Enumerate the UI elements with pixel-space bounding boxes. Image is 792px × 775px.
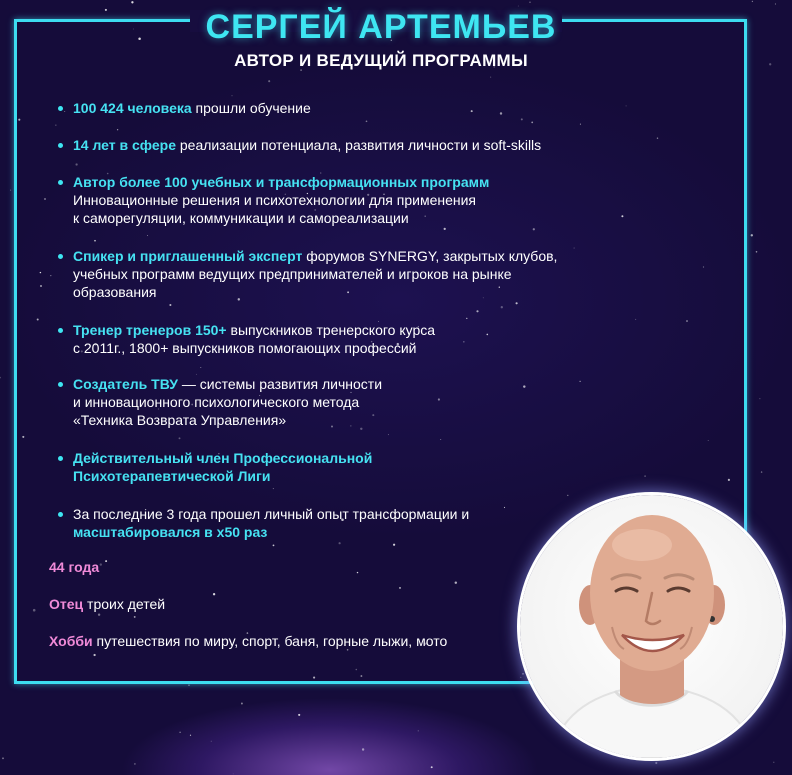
star xyxy=(134,763,136,765)
bullet-icon xyxy=(58,106,63,111)
bullet-icon xyxy=(58,512,63,517)
achievement-line xyxy=(73,99,311,117)
star xyxy=(131,1,133,3)
star xyxy=(766,692,767,693)
achievement-line xyxy=(73,136,541,154)
star xyxy=(756,251,758,253)
achievement-line xyxy=(73,505,469,523)
achievement-line xyxy=(73,393,359,411)
star xyxy=(2,757,4,759)
body-text: и инновационного психологического метода xyxy=(73,394,360,410)
star xyxy=(759,398,760,399)
page-subtitle: АВТОР И ВЕДУЩИЙ ПРОГРАММЫ xyxy=(234,51,528,70)
star xyxy=(188,684,190,686)
highlight-text: масштабировался в x50 раз xyxy=(73,524,268,540)
body-text: форумов SYNERGY, закрытых клубов, xyxy=(302,248,558,264)
body-text: с 2011г., 1800+ выпускников помогающих профессий xyxy=(73,340,417,356)
body-text: учебных программ ведущих предпринимателей и игроков на рынке xyxy=(73,266,512,282)
star xyxy=(752,1,753,2)
body-text: — системы развития личности xyxy=(177,376,383,392)
achievement-line xyxy=(73,321,435,339)
body-text: прошли обучение xyxy=(191,100,311,116)
achievement-line xyxy=(73,411,286,429)
highlight-text: Хобби xyxy=(49,633,93,649)
highlight-text: Спикер и приглашенный эксперт xyxy=(73,248,303,264)
achievement-line xyxy=(73,209,409,227)
star xyxy=(769,63,771,65)
achievement-line xyxy=(73,265,512,283)
star xyxy=(211,741,212,742)
achievement-line xyxy=(73,283,156,301)
bullet-icon xyxy=(58,456,63,461)
bullet-icon xyxy=(58,254,63,259)
achievement-line xyxy=(73,467,270,485)
achievement-line xyxy=(73,173,489,191)
star xyxy=(179,732,180,733)
achievement-line xyxy=(73,247,557,265)
star xyxy=(775,4,776,5)
star xyxy=(190,735,191,736)
body-text: троих детей xyxy=(83,596,166,612)
personal-info-item xyxy=(49,559,99,575)
star xyxy=(418,730,419,731)
highlight-text: Действительный член Профессиональной xyxy=(73,450,373,466)
bullet-icon xyxy=(58,180,63,185)
highlight-text: 100 424 человека xyxy=(73,100,192,116)
body-text: реализации потенциала, развития личности и soft-skills xyxy=(176,137,542,153)
page-title: СЕРГЕЙ АРТЕМЬЕВ xyxy=(205,8,557,46)
star xyxy=(298,714,300,716)
bullet-icon xyxy=(58,382,63,387)
personal-info-item xyxy=(49,633,447,649)
star xyxy=(233,773,234,774)
achievement-line xyxy=(73,523,267,541)
body-text: «Техника Возврата Управления» xyxy=(73,412,287,428)
star xyxy=(655,762,657,764)
highlight-text: 14 лет в сфере xyxy=(73,137,176,153)
highlight-text: Психотерапевтической Лиги xyxy=(73,468,271,484)
achievement-line xyxy=(73,191,476,209)
achievement-line xyxy=(73,375,382,393)
achievement-line xyxy=(73,449,372,467)
highlight-text: Тренер тренеров 150+ xyxy=(73,322,227,338)
portrait-photo-icon xyxy=(520,495,783,758)
highlight-text: 44 года xyxy=(49,559,100,575)
bullet-icon xyxy=(58,328,63,333)
star xyxy=(241,703,243,705)
body-text: к саморегуляции, коммуникации и самореализации xyxy=(73,210,409,226)
star xyxy=(751,234,753,236)
highlight-text: Создатель ТВУ xyxy=(73,376,178,392)
star xyxy=(518,6,519,7)
star xyxy=(773,762,774,763)
star xyxy=(761,471,762,472)
body-text: Инновационные решения и психотехнологии для применения xyxy=(73,192,476,208)
star xyxy=(10,190,11,191)
highlight-text: Отец xyxy=(49,596,84,612)
star xyxy=(431,766,433,768)
highlight-text: Автор более 100 учебных и трансформационных программ xyxy=(73,174,490,190)
personal-info-item xyxy=(49,596,165,612)
star xyxy=(362,748,364,750)
body-text: путешествия по миру, спорт, баня, горные лыжи, мото xyxy=(92,633,448,649)
body-text: образования xyxy=(73,284,157,300)
body-text: За последние 3 года прошел личный опыт трансформации и xyxy=(73,506,470,522)
star xyxy=(0,377,1,379)
star xyxy=(529,2,530,3)
bullet-icon xyxy=(58,143,63,148)
achievement-line xyxy=(73,339,416,357)
body-text: выпускников тренерского курса xyxy=(226,322,436,338)
